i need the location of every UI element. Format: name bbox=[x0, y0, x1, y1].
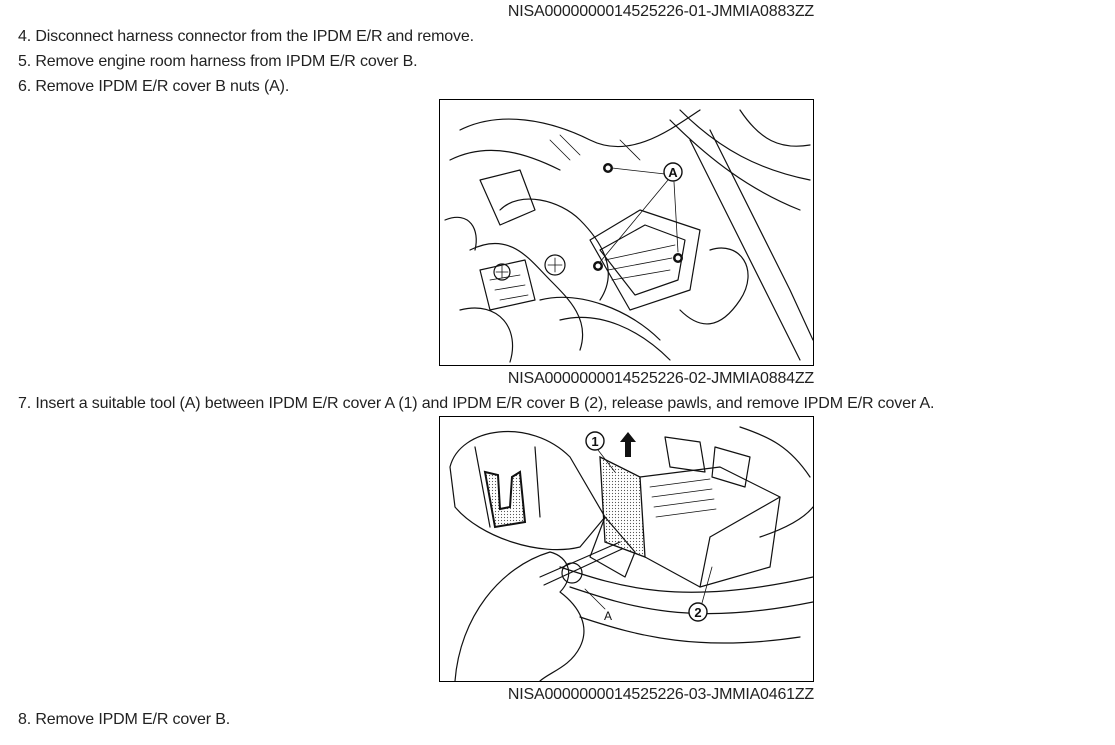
step-5: 5. Remove engine room harness from IPDM E/R cover B. bbox=[18, 53, 418, 70]
step-6: 6. Remove IPDM E/R cover B nuts (A). bbox=[18, 78, 290, 95]
callout-a: A bbox=[668, 165, 678, 180]
tool-label-a: A bbox=[603, 609, 613, 623]
figure-ipdm-cover-a-removal bbox=[439, 416, 814, 682]
step-8: 8. Remove IPDM E/R cover B. bbox=[18, 711, 231, 728]
figure-caption-2: NISA0000000014525226-02-JMMIA0884ZZ bbox=[507, 370, 814, 387]
figure-caption-1: NISA0000000014525226-01-JMMIA0883ZZ bbox=[507, 3, 814, 20]
step-7: 7. Insert a suitable tool (A) between IPDM E/R cover A (1) and IPDM E/R cover B (2), release pawls, and remove IPDM E/R cover A. bbox=[18, 395, 935, 412]
callout-1: 1 bbox=[591, 434, 599, 449]
cover-removal-illustration bbox=[440, 417, 813, 681]
callout-2: 2 bbox=[694, 605, 702, 620]
figure-ipdm-cover-b-nuts bbox=[439, 99, 814, 366]
figure-caption-3: NISA0000000014525226-03-JMMIA0461ZZ bbox=[507, 686, 814, 703]
engine-room-illustration bbox=[440, 100, 813, 365]
step-4: 4. Disconnect harness connector from the IPDM E/R and remove. bbox=[18, 28, 474, 45]
